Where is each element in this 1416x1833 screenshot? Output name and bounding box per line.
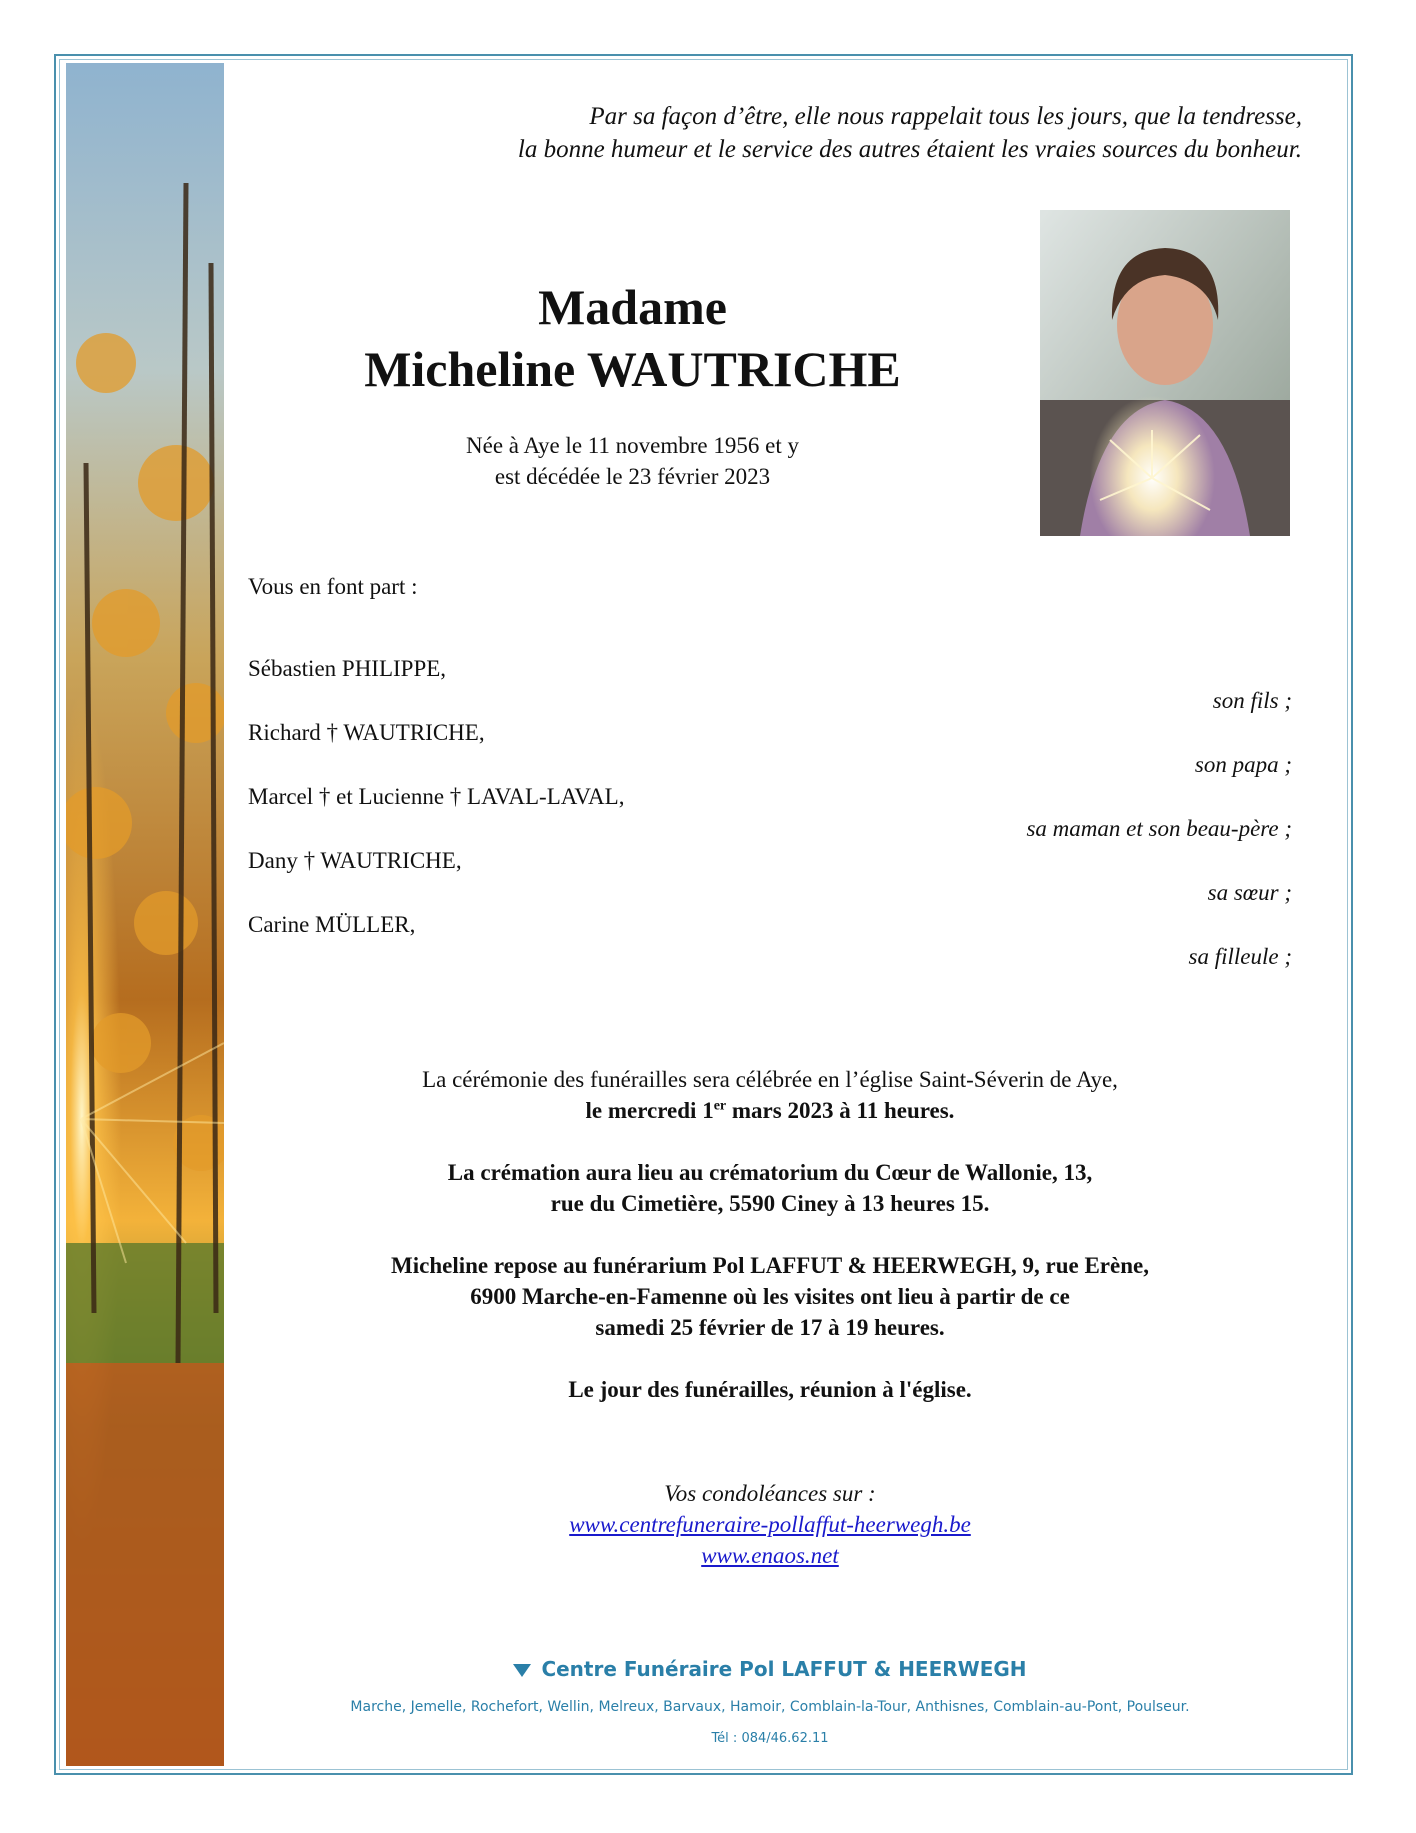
family-member-relation: son fils ;: [1212, 688, 1292, 713]
condolences-block: [260, 1478, 1280, 1571]
portrait-photo: [1040, 210, 1290, 536]
deceased-heading: [300, 276, 965, 400]
funeral-home-phone: Tél : 084/46.62.11: [711, 1731, 829, 1746]
birth-text: Née à Aye le 11 novembre 1956 et y: [466, 433, 799, 458]
family-list: [248, 653, 1292, 973]
quote-line-2: la bonne humeur et le service des autres étaient les vraies sources du bonheur.: [517, 136, 1302, 163]
ceremony-date: [260, 1095, 1280, 1126]
dates-block: [300, 430, 965, 492]
reunion-line: Le jour des funérailles, réunion à l'église.: [568, 1377, 972, 1402]
cremation-line-2: rue du Cimetière, 5590 Ciney à 13 heures 15.: [550, 1191, 990, 1216]
family-member-name: Sébastien PHILIPPE,: [248, 656, 447, 681]
ceremony-date-post: mars 2023 à 11 heures.: [726, 1098, 955, 1123]
family-member-name: Marcel † et Lucienne † LAVAL-LAVAL,: [248, 784, 625, 809]
announcement-intro: Vous en font part :: [248, 574, 418, 599]
quote-line-1: Par sa façon d’être, elle nous rappelait tous les jours, que la tendresse,: [589, 103, 1302, 130]
repose-line-3: samedi 25 février de 17 à 19 heures.: [595, 1315, 945, 1340]
autumn-forest-image: [66, 63, 224, 1766]
cremation-line-1: La crémation aura lieu au crématorium du Cœur de Wallonie, 13,: [447, 1160, 1093, 1185]
ceremony-date-sup: er: [713, 1098, 727, 1114]
deceased-name: Micheline WAUTRICHE: [364, 341, 901, 397]
family-member-relation: sa filleule ;: [1188, 944, 1292, 969]
death-text: est décédée le 23 février 2023: [494, 464, 771, 489]
triangle-down-icon: [513, 1664, 531, 1677]
family-member-relation: sa sœur ;: [1207, 880, 1292, 905]
family-member-name: Richard † WAUTRICHE,: [248, 720, 485, 745]
condolences-label: Vos condoléances sur :: [664, 1481, 876, 1506]
funeral-home-name-text: Centre Funéraire Pol LAFFUT & HEERWEGH: [541, 1657, 1027, 1681]
funeral-home-footer: [248, 1655, 1292, 1746]
ceremony-block: [260, 1064, 1280, 1405]
family-member-name: Carine MÜLLER,: [248, 912, 416, 937]
epitaph-quote: [518, 100, 1302, 166]
funeral-home-towns: Marche, Jemelle, Rochefort, Wellin, Melreux, Barvaux, Hamoir, Comblain-la-Tour, Anthisnes, Comblain-au-Pont, Poulseur.: [350, 1699, 1190, 1715]
condolences-link-enaos[interactable]: www.enaos.net: [701, 1543, 839, 1568]
family-member-relation: sa maman et son beau-père ;: [1026, 816, 1292, 841]
repose-line-2: 6900 Marche-en-Famenne où les visites ont lieu à partir de ce: [470, 1284, 1070, 1309]
family-member-relation: son papa ;: [1194, 752, 1292, 777]
funeral-home-name: [248, 1655, 1292, 1683]
ceremony-line: La cérémonie des funérailles sera célébrée en l’église Saint-Séverin de Aye,: [422, 1067, 1118, 1092]
ceremony-date-pre: le mercredi 1: [585, 1098, 714, 1123]
honorific: Madame: [538, 279, 727, 335]
condolences-link-funeral-home[interactable]: www.centrefuneraire-pollaffut-heerwegh.be: [569, 1512, 971, 1537]
family-member-name: Dany † WAUTRICHE,: [248, 848, 462, 873]
repose-line-1: Micheline repose au funérarium Pol LAFFUT & HEERWEGH, 9, rue Erène,: [391, 1253, 1149, 1278]
